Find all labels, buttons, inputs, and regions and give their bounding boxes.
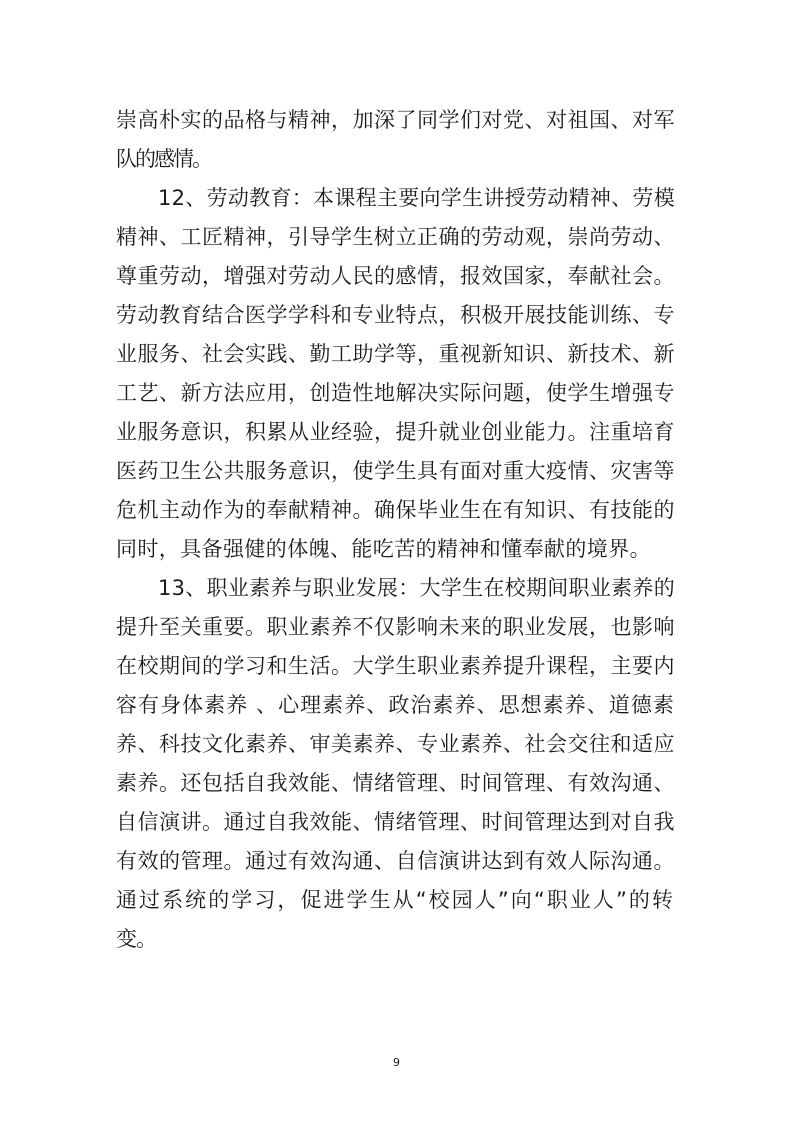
text-line (0, 841, 793, 881)
text-line (0, 334, 793, 374)
text-line-content: 素养。还包括自我效能、情绪管理、时间管理、有效沟通、 (116, 771, 675, 795)
text-line-content: 劳动教育结合医学学科和专业特点，积极开展技能训练、专 (116, 303, 675, 327)
text-line-content: 尊重劳动，增强对劳动人民的感情，报效国家，奉献社会。 (116, 264, 675, 288)
text-line-content: 养、科技文化素养、审美素养、专业素养、社会交往和适应 (116, 732, 675, 756)
text-line (0, 178, 793, 218)
text-line-content: 有效的管理。通过有效沟通、自信演讲达到有效人际沟通。 (116, 849, 675, 873)
page-number: 9 (393, 1056, 400, 1069)
text-line-content: 精神、工匠精神，引导学生树立正确的劳动观，崇尚劳动、 (116, 225, 675, 249)
text-line-content: 业服务、社会实践、勤工助学等，重视新知识、新技术、新 (116, 342, 675, 366)
text-line (0, 646, 793, 686)
text-line (0, 724, 793, 764)
text-line-content: 13、职业素养与职业发展：大学生在校期间职业素养的 (158, 576, 675, 600)
text-line (0, 529, 793, 569)
text-line-content: 同时，具备强健的体魄、能吃苦的精神和懂奉献的境界。 (116, 537, 651, 561)
text-line (0, 802, 793, 842)
text-line-content: 12、劳动教育：本课程主要向学生讲授劳动精神、劳模 (158, 186, 675, 210)
text-line (0, 139, 793, 179)
text-line (0, 256, 793, 296)
text-line (0, 568, 793, 608)
text-line (0, 607, 793, 647)
text-line-content: 提升至关重要。职业素养不仅影响未来的职业发展，也影响 (116, 615, 675, 639)
text-line (0, 295, 793, 335)
text-line (0, 763, 793, 803)
text-line-content: 危机主动作为的奉献精神。确保毕业生在有知识、有技能的 (116, 498, 675, 522)
text-line-content: 队的感情。 (116, 147, 211, 171)
text-line-content: 变。 (116, 927, 156, 951)
text-line-content: 业服务意识，积累从业经验，提升就业创业能力。注重培育 (116, 420, 675, 444)
text-line-content: 工艺、新方法应用，创造性地解决实际问题，使学生增强专 (116, 381, 675, 405)
text-line-content: 容有身体素养 、心理素养、政治素养、思想素养、道德素 (116, 693, 675, 717)
text-line-content: 在校期间的学习和生活。大学生职业素养提升课程，主要内 (116, 654, 675, 678)
text-line-content: 崇高朴实的品格与精神，加深了同学们对党、对祖国、对军 (116, 108, 675, 132)
text-line (0, 451, 793, 491)
text-line (0, 217, 793, 257)
text-line (0, 880, 793, 920)
text-line (0, 490, 793, 530)
text-line (0, 412, 793, 452)
text-line-content: 医药卫生公共服务意识，使学生具有面对重大疫情、灾害等 (116, 459, 675, 483)
text-line-content: 自信演讲。通过自我效能、情绪管理、时间管理达到对自我 (116, 810, 675, 834)
text-line (0, 100, 793, 140)
text-line (0, 685, 793, 725)
text-line-content: 通过系统的学习，促进学生从“校园人”向“职业人”的转 (116, 888, 675, 912)
text-line (0, 919, 793, 959)
text-line (0, 373, 793, 413)
